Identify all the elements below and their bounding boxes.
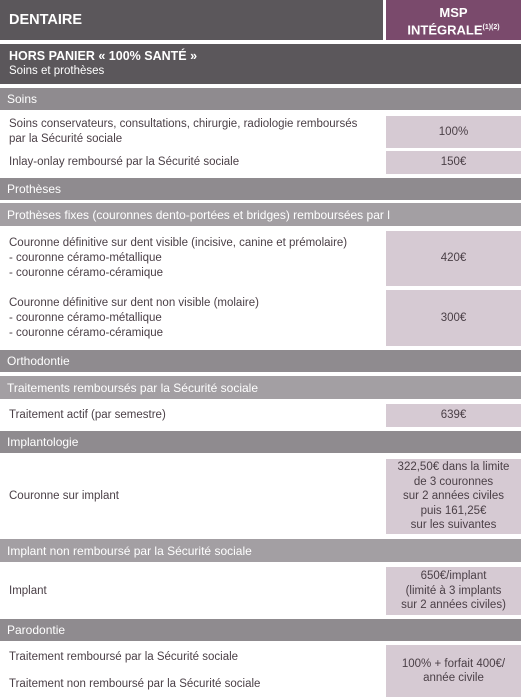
row-parodontie-non-rembourse-label xyxy=(0,672,383,697)
row-label-line: - couronne céramo-céramique xyxy=(9,326,164,339)
row-inlay-onlay-value xyxy=(386,151,521,174)
row-inlay-onlay-label xyxy=(0,151,383,174)
row-couronne-non-visible-value xyxy=(386,290,521,346)
plan-name-line1: MSP xyxy=(439,5,468,20)
row-value-line: puis 161,25€ xyxy=(420,504,487,517)
row-label-line: Inlay-onlay remboursé par la Sécurité sociale xyxy=(9,156,240,168)
hors-panier-header xyxy=(0,44,521,84)
row-value-line: (limité à 3 implants xyxy=(405,584,502,597)
subsection-protheses-fixes xyxy=(0,203,521,226)
row-implant-label xyxy=(0,567,383,615)
row-value-line: 100% + forfait 400€/ xyxy=(401,657,506,670)
hors-panier-subtitle: Soins et prothèses xyxy=(9,65,105,77)
subsection-orthodontie-label: Traitements remboursés par la Sécurité sociale xyxy=(7,380,258,395)
row-value-line: sur 2 années civiles) xyxy=(401,599,506,612)
row-label-line: - couronne céramo-céramique xyxy=(9,267,164,279)
row-couronne-implant-label xyxy=(0,459,383,534)
subsection-protheses-fixes-label: Prothèses fixes (couronnes dento-portées et bridges) remboursées par l xyxy=(7,207,390,222)
row-value-line: 100% xyxy=(438,125,469,138)
subsection-implant-non-rembourse xyxy=(0,539,521,562)
row-label-line: Traitement non remboursé par la Sécurité sociale xyxy=(9,678,261,690)
row-label-line: Implant xyxy=(9,584,47,597)
row-label-line: Couronne sur implant xyxy=(9,490,119,502)
row-label-line: Couronne définitive sur dent visible (incisive, canine et prémolaire) xyxy=(9,237,348,249)
row-value-line: 300€ xyxy=(440,311,467,324)
plan-footnote-marker: (1)(2) xyxy=(482,24,500,31)
row-label-line: par la Sécurité sociale xyxy=(9,133,123,145)
row-couronne-visible-value xyxy=(386,231,521,286)
subsection-implant-label: Implant non remboursé par la Sécurité sociale xyxy=(7,543,252,558)
section-protheses-label: Prothèses xyxy=(7,182,62,196)
row-label-line: Traitement actif (par semestre) xyxy=(9,409,166,421)
section-parodontie-label: Parodontie xyxy=(7,623,66,637)
row-label-line: - couronne céramo-métallique xyxy=(9,311,162,324)
row-soins-conservateurs-label xyxy=(0,116,383,148)
row-implant-value xyxy=(386,567,521,615)
row-couronne-visible-label xyxy=(0,231,383,286)
row-parodontie-value xyxy=(386,645,521,697)
row-traitement-actif-value xyxy=(386,404,521,427)
row-label-line: - couronne céramo-métallique xyxy=(9,252,162,264)
table-title xyxy=(0,0,383,40)
row-value-line: 420€ xyxy=(440,252,467,265)
row-couronne-implant-value xyxy=(386,459,521,534)
row-soins-conservateurs-value xyxy=(386,116,521,148)
row-label-line: Couronne définitive sur dent non visible (molaire) xyxy=(9,296,259,309)
plan-column-header xyxy=(386,0,521,40)
row-value-line: 322,50€ dans la limite xyxy=(397,461,510,474)
row-value-line: 150€ xyxy=(440,156,467,169)
row-label-line: Soins conservateurs, consultations, chirurgie, radiologie remboursés xyxy=(9,118,358,130)
row-label-line: Traitement remboursé par la Sécurité sociale xyxy=(9,651,239,663)
section-implantologie xyxy=(0,431,521,453)
row-traitement-actif-label xyxy=(0,404,383,427)
table-title-text: DENTAIRE xyxy=(9,12,83,28)
row-value-line: sur 2 années civiles xyxy=(403,490,504,503)
row-parodontie-rembourse-label xyxy=(0,645,383,670)
section-orthodontie-label: Orthodontie xyxy=(7,354,70,368)
row-value-line: 639€ xyxy=(440,409,467,422)
section-orthodontie xyxy=(0,350,521,372)
section-protheses xyxy=(0,178,521,200)
row-value-line: année civile xyxy=(423,672,484,684)
section-soins-label: Soins xyxy=(7,92,38,106)
row-value-line: sur les suivantes xyxy=(410,519,497,532)
row-value-line: de 3 couronnes xyxy=(413,475,494,488)
section-implantologie-label: Implantologie xyxy=(7,435,79,449)
row-couronne-non-visible-label xyxy=(0,290,383,346)
row-value-line: 650€/implant xyxy=(420,570,487,583)
hors-panier-title: HORS PANIER « 100% SANTÉ » xyxy=(9,49,198,63)
section-soins xyxy=(0,88,521,110)
plan-name-line2: $INTÉGRALE^{(1)(2)}$ xyxy=(407,22,500,38)
subsection-orthodontie-remboursee xyxy=(0,376,521,399)
section-parodontie xyxy=(0,619,521,641)
